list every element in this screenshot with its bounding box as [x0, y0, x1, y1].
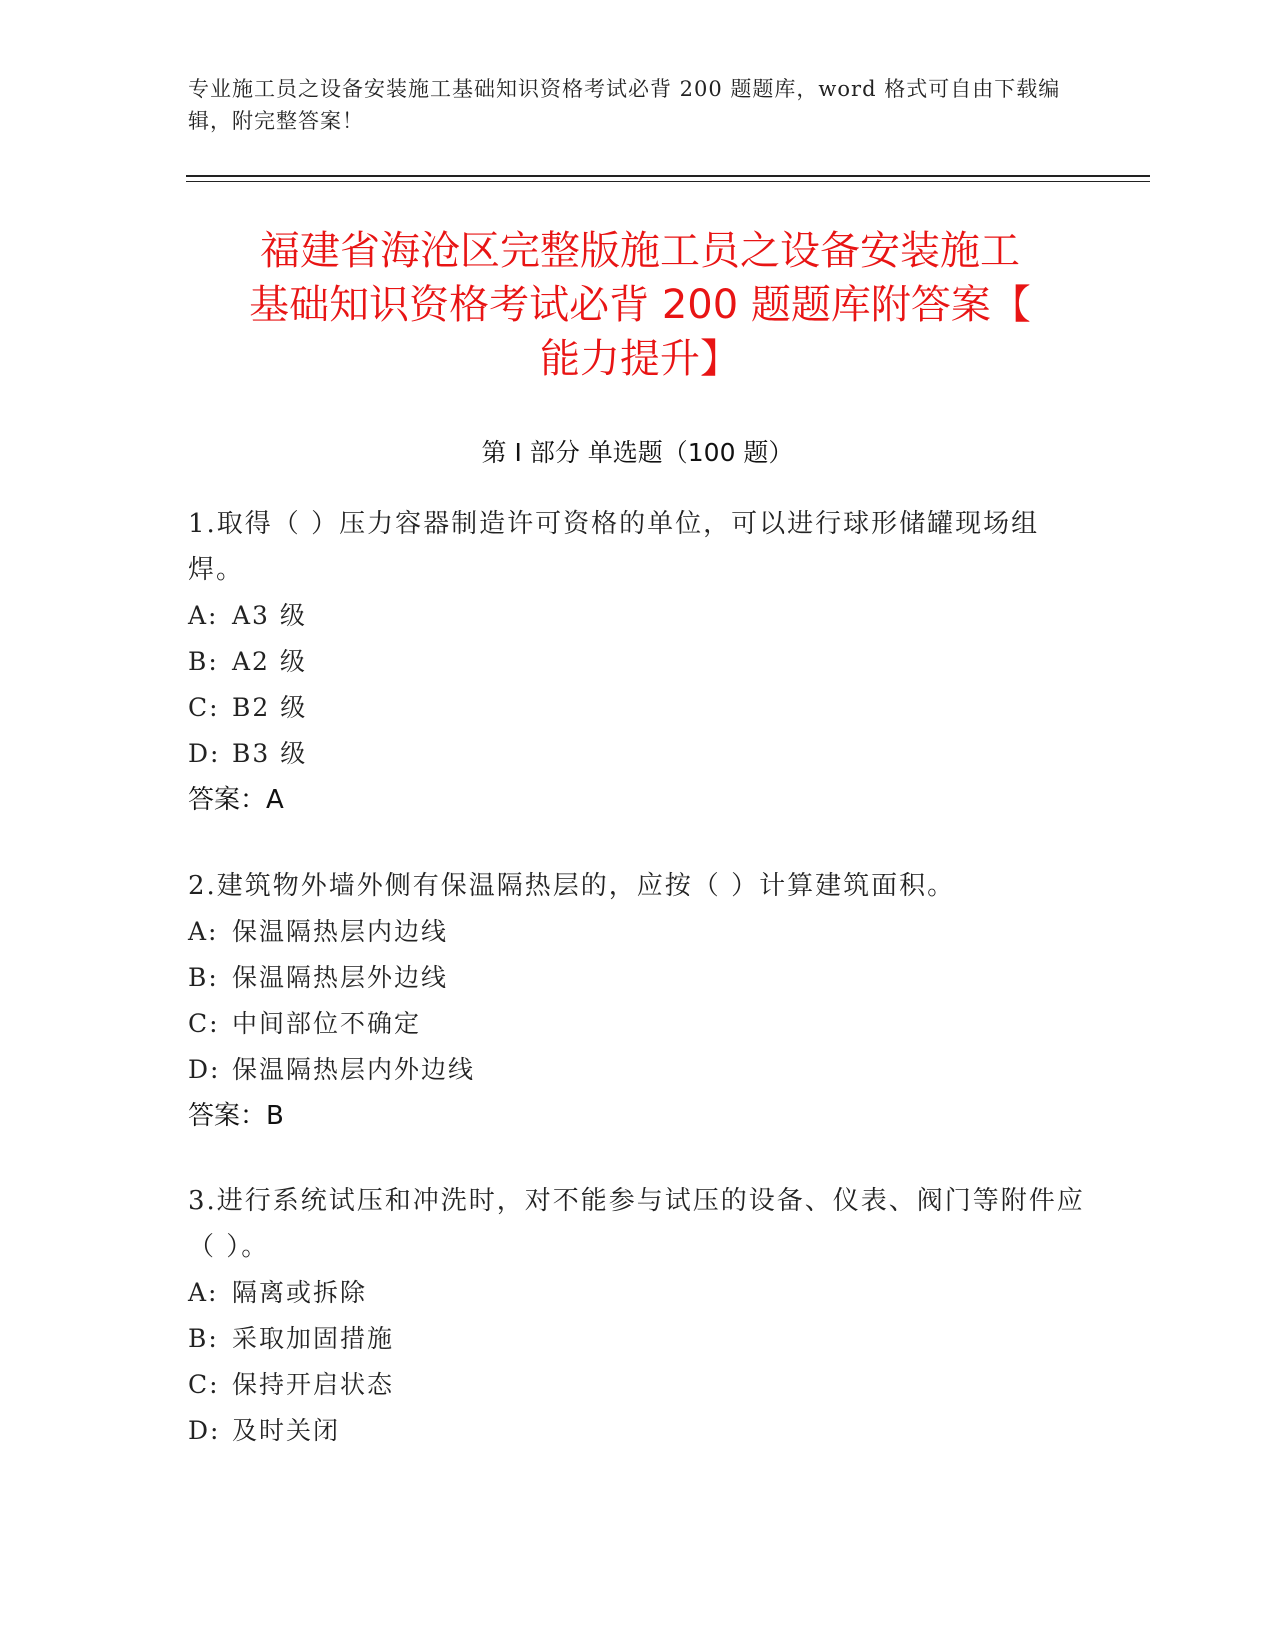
option-letter: C: [188, 1009, 220, 1038]
option-letter: A: [188, 1278, 219, 1307]
option-text: 保温隔热层外边线 [232, 963, 449, 992]
option-d [188, 1047, 1088, 1093]
question-3 [188, 1178, 1088, 1454]
option-letter: D: [188, 1055, 221, 1084]
option-letter: A: [188, 601, 219, 630]
option-text: 中间部位不确定 [232, 1009, 422, 1038]
option-text: 保持开启状态 [232, 1370, 395, 1399]
option-a [188, 1270, 1088, 1316]
option-text: 采取加固措施 [232, 1324, 395, 1353]
section-title: 第 I 部分 单选题（100 题） [481, 438, 794, 467]
option-text: A3 级 [232, 601, 307, 630]
option-letter: B: [188, 1324, 219, 1353]
option-b [188, 955, 1088, 1001]
option-c [188, 685, 1088, 731]
option-d [188, 731, 1088, 777]
option-d [188, 1408, 1088, 1454]
question-1 [188, 501, 1088, 823]
option-letter: B: [188, 647, 219, 676]
option-text: B2 级 [232, 693, 308, 722]
question-stem: 3.进行系统试压和冲洗时，对不能参与试压的设备、仪表、阀门等附件应（ ）。 [188, 1186, 1085, 1262]
option-letter: D: [188, 1416, 221, 1445]
option-letter: D: [188, 739, 221, 768]
option-letter: A: [188, 917, 219, 946]
option-text: A2 级 [232, 647, 307, 676]
option-letter: C: [188, 693, 220, 722]
option-letter: B: [188, 963, 219, 992]
option-text: 保温隔热层内外边线 [232, 1055, 476, 1084]
option-text: 隔离或拆除 [232, 1278, 368, 1307]
question-stem: 1.取得（ ）压力容器制造许可资格的单位，可以进行球形储罐现场组焊。 [188, 509, 1040, 585]
document-title-line-1: 福建省海沧区完整版施工员之设备安装施工 [260, 228, 1020, 274]
option-c [188, 1362, 1088, 1408]
question-2 [188, 863, 1088, 1139]
question-stem: 2.建筑物外墙外侧有保温隔热层的，应按（ ）计算建筑面积。 [188, 871, 956, 901]
option-text: 保温隔热层内边线 [232, 917, 449, 946]
option-b [188, 639, 1088, 685]
option-a [188, 593, 1088, 639]
header-note: 专业施工员之设备安装施工基础知识资格考试必背 200 题题库，word 格式可自由下载编辑，附完整答案！ [188, 77, 1061, 133]
header-rule-thick [186, 175, 1150, 177]
option-b [188, 1316, 1088, 1362]
document-title-line-2: 基础知识资格考试必背 200 题题库附答案【 [249, 282, 1031, 328]
option-letter: C: [188, 1370, 220, 1399]
option-a [188, 909, 1088, 955]
option-text: B3 级 [232, 739, 308, 768]
document-title [180, 224, 1100, 386]
option-c [188, 1001, 1088, 1047]
answer: 答案：A [188, 785, 284, 815]
header-rule-thin [186, 181, 1150, 182]
answer: 答案：B [188, 1101, 284, 1131]
option-text: 及时关闭 [232, 1416, 341, 1445]
document-title-line-3: 能力提升】 [540, 336, 740, 382]
